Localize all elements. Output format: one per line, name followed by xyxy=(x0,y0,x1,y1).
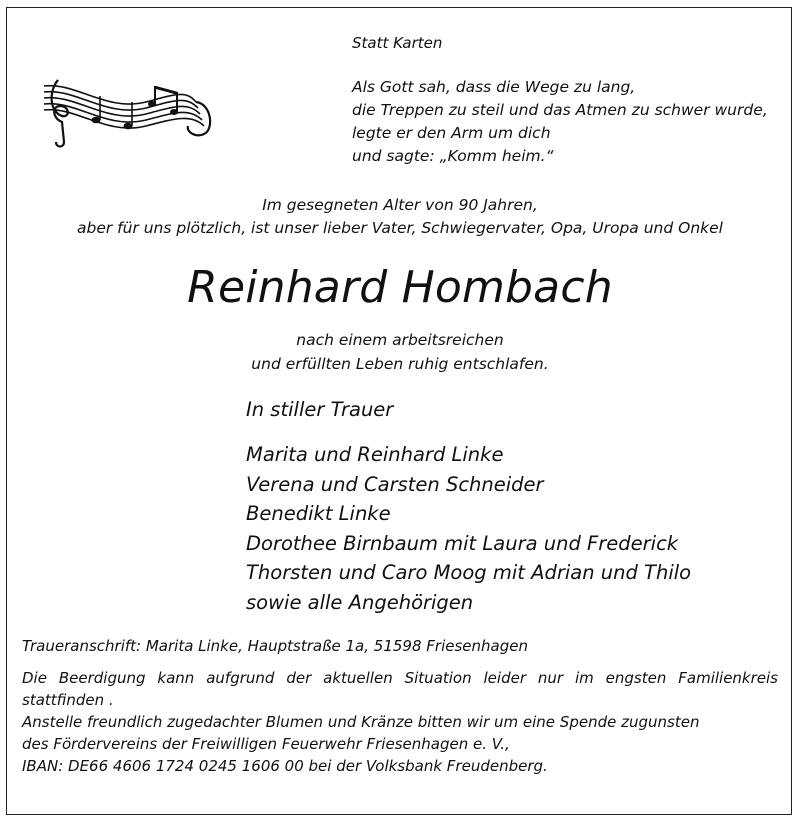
life-line-1: nach einem arbeitsreichen xyxy=(296,331,504,349)
poem-line: legte er den Arm um dich xyxy=(352,124,551,142)
poem xyxy=(352,76,768,168)
mourning-heading: In stiller Trauer xyxy=(246,398,394,421)
donation-line: IBAN: DE66 4606 1724 0245 1606 00 bei der Volksbank Freudenberg. xyxy=(22,757,548,775)
poem-line: und sagte: „Komm heim.“ xyxy=(352,147,554,165)
mourners-list xyxy=(246,440,691,617)
mourner-item: Thorsten und Caro Moog mit Adrian und Thilo xyxy=(246,561,692,584)
mourner-item: sowie alle Angehörigen xyxy=(246,590,474,614)
music-staff-icon xyxy=(36,72,216,152)
mourner-item: Dorothee Birnbaum mit Laura und Frederick xyxy=(246,531,679,555)
donation-line: Anstelle freundlich zugedachter Blumen und Kränze bitten wir um eine Spende zugunsten xyxy=(22,713,700,731)
mourner-item: Marita und Reinhard Linke xyxy=(246,443,504,466)
life-line-2: und erfüllten Leben ruhig entschlafen. xyxy=(251,355,549,373)
poem-line: die Treppen zu steil und das Atmen zu schwer wurde, xyxy=(352,101,768,119)
intro-line-1: Im gesegneten Alter von 90 Jahren, xyxy=(262,196,538,214)
intro-line-2: aber für uns plötzlich, ist unser lieber Vater, Schwiegervater, Opa, Uropa und Onkel xyxy=(76,219,723,237)
donation-note xyxy=(22,711,778,777)
poem-line: Als Gott sah, dass die Wege zu lang, xyxy=(352,78,636,96)
mourner-item: Verena und Carsten Schneider xyxy=(246,472,544,496)
mourner-item: Benedikt Linke xyxy=(246,502,391,525)
mourning-address: Traueranschrift: Marita Linke, Hauptstraße 1a, 51598 Friesenhagen xyxy=(22,637,528,655)
donation-line: des Fördervereins der Freiwilligen Feuerwehr Friesenhagen e. V., xyxy=(22,735,510,753)
statt-karten-label: Statt Karten xyxy=(352,34,443,52)
burial-note: Die Beerdigung kann aufgrund der aktuellen Situation leider nur im engsten Familienkreis stattfinden . xyxy=(22,669,778,709)
deceased-name: Reinhard Hombach xyxy=(187,262,613,313)
